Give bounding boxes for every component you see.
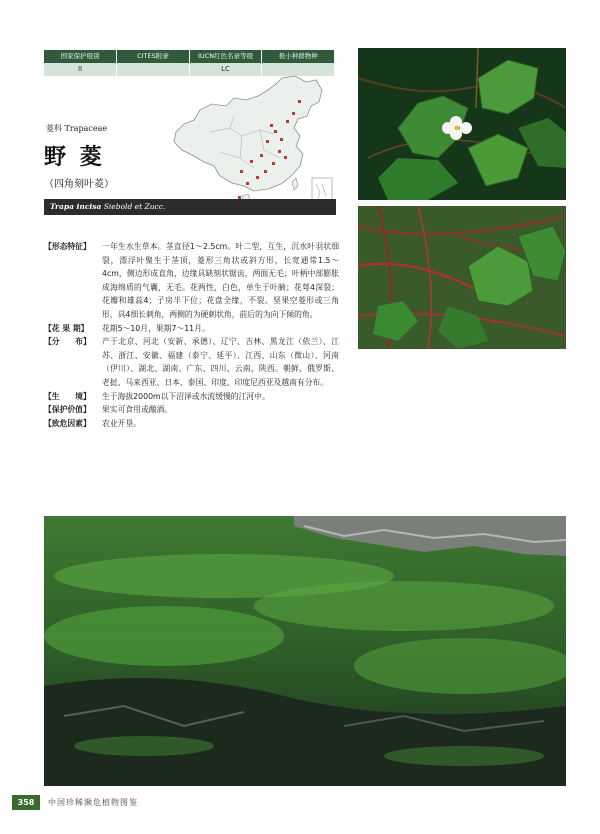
latin-author: Siebold et Zucc. [103, 202, 166, 211]
description-row-threats [44, 417, 339, 431]
phenology-text: 花期5～10月，果期7～11月。 [102, 323, 210, 333]
value-label: 【保护价值】 [44, 405, 91, 415]
habitat-label: 【生 境】 [44, 391, 91, 401]
distribution-map [170, 72, 336, 210]
description-row-morphology [44, 240, 339, 322]
pond-photo [44, 516, 566, 786]
phenology-label: 【花 果 期】 [44, 323, 89, 333]
value-text: 果实可食用或酿酒。 [102, 405, 173, 415]
header-national-level: 国家保护级别 [44, 50, 117, 63]
distribution-label: 【分 布】 [44, 337, 91, 347]
book-title: 中国珍稀濒危植物图鉴 [48, 798, 138, 807]
morphology-label: 【形态特征】 [44, 242, 91, 251]
description-row-value [44, 403, 339, 417]
page-number: 358 [12, 795, 40, 810]
species-description [44, 240, 339, 430]
latin-name: Trapa incisa [50, 202, 102, 211]
distribution-text: 产于北京、河北（安新、承德）、辽宁、吉林、黑龙江（依兰）、江苏、浙江、安徽、福建（泰宁、延平）、江西、山东（微山）、河南（伊川）、湖北、湖南、广东、四川、云南、陕西。朝鲜、俄罗斯、老挝、马来西亚、日本、泰国、印度、印度尼西亚及越南有分布。 [102, 337, 339, 387]
morphology-text: 一年生水生草本。茎直径1～2.5cm。叶二型，互生，沉水叶羽状细裂，漂浮叶聚生于茎顶，菱形三角状或斜方形，长宽通常1.5～4cm，侧边形成直角，边缘具缺刻状锯齿，两面无毛；叶柄中部膨胀成海绵质的气囊，无毛。花两性，白色，单生于叶腋；花萼4深裂；花瓣和雄蕊4；子房半下位；花盘全缘，不裂。坚果空菱形或三角形，具4细长刺角，两侧的为硬刺状角，前后的为向下倾的角。 [102, 242, 339, 319]
flower-photo [358, 48, 566, 200]
description-row-habitat [44, 390, 339, 404]
value-iucn: LC [189, 63, 262, 76]
header-small-population: 极小种群物种 [262, 50, 335, 63]
header-cites: CITES附录 [117, 50, 190, 63]
species-alias: （四角刻叶菱） [44, 179, 114, 190]
threats-label: 【致危因素】 [44, 418, 91, 428]
header-iucn: IUCN红色名录等级 [189, 50, 262, 63]
description-row-distribution [44, 335, 339, 389]
species-title: 野 菱 [44, 144, 105, 170]
habitat-text: 生于海拔2000m以下沼泽或水流缓慢的江河中。 [102, 391, 270, 401]
family-name: 菱科 Trapaceae [46, 124, 108, 133]
value-national-level: II [44, 63, 117, 76]
latin-name-bar [44, 199, 336, 215]
rosette-photo [358, 206, 566, 349]
threats-text: 农业开垦。 [102, 418, 141, 428]
description-row-phenology [44, 322, 339, 336]
